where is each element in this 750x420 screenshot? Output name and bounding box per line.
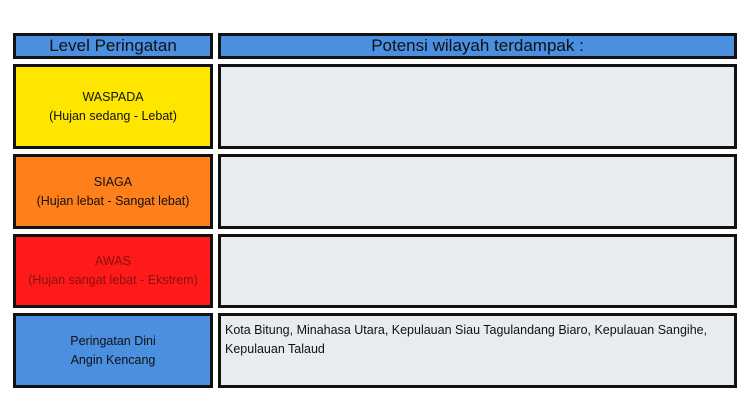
level-title: WASPADA [82, 89, 144, 104]
level-cell-awas [13, 234, 213, 308]
level-cell-waspada [13, 64, 213, 149]
header-level-label: Level Peringatan [49, 36, 177, 55]
header-areas-cell [218, 33, 737, 59]
level-subtitle: (Hujan sangat lebat - Ekstrem) [28, 273, 198, 287]
level-title: Peringatan Dini [70, 333, 156, 348]
level-subtitle: Angin Kencang [70, 352, 156, 367]
areas-cell-waspada [218, 64, 737, 149]
areas-cell-angin-kencang [218, 313, 737, 388]
level-title: AWAS [95, 254, 131, 268]
level-subtitle: (Hujan lebat - Sangat lebat) [36, 193, 190, 208]
header-areas-label: Potensi wilayah terdampak : [371, 36, 584, 55]
level-subtitle: (Hujan sedang - Lebat) [49, 108, 177, 123]
level-cell-angin-kencang [13, 313, 213, 388]
level-title: SIAGA [93, 174, 133, 189]
areas-cell-siaga [218, 154, 737, 229]
areas-cell-awas [218, 234, 737, 308]
level-cell-siaga [13, 154, 213, 229]
header-level-cell [13, 33, 213, 59]
areas-text: Kota Bitung, Minahasa Utara, Kepulauan Siau Tagulandang Biaro, Kepulauan Sangihe, Kepulauan Talaud [225, 323, 708, 356]
